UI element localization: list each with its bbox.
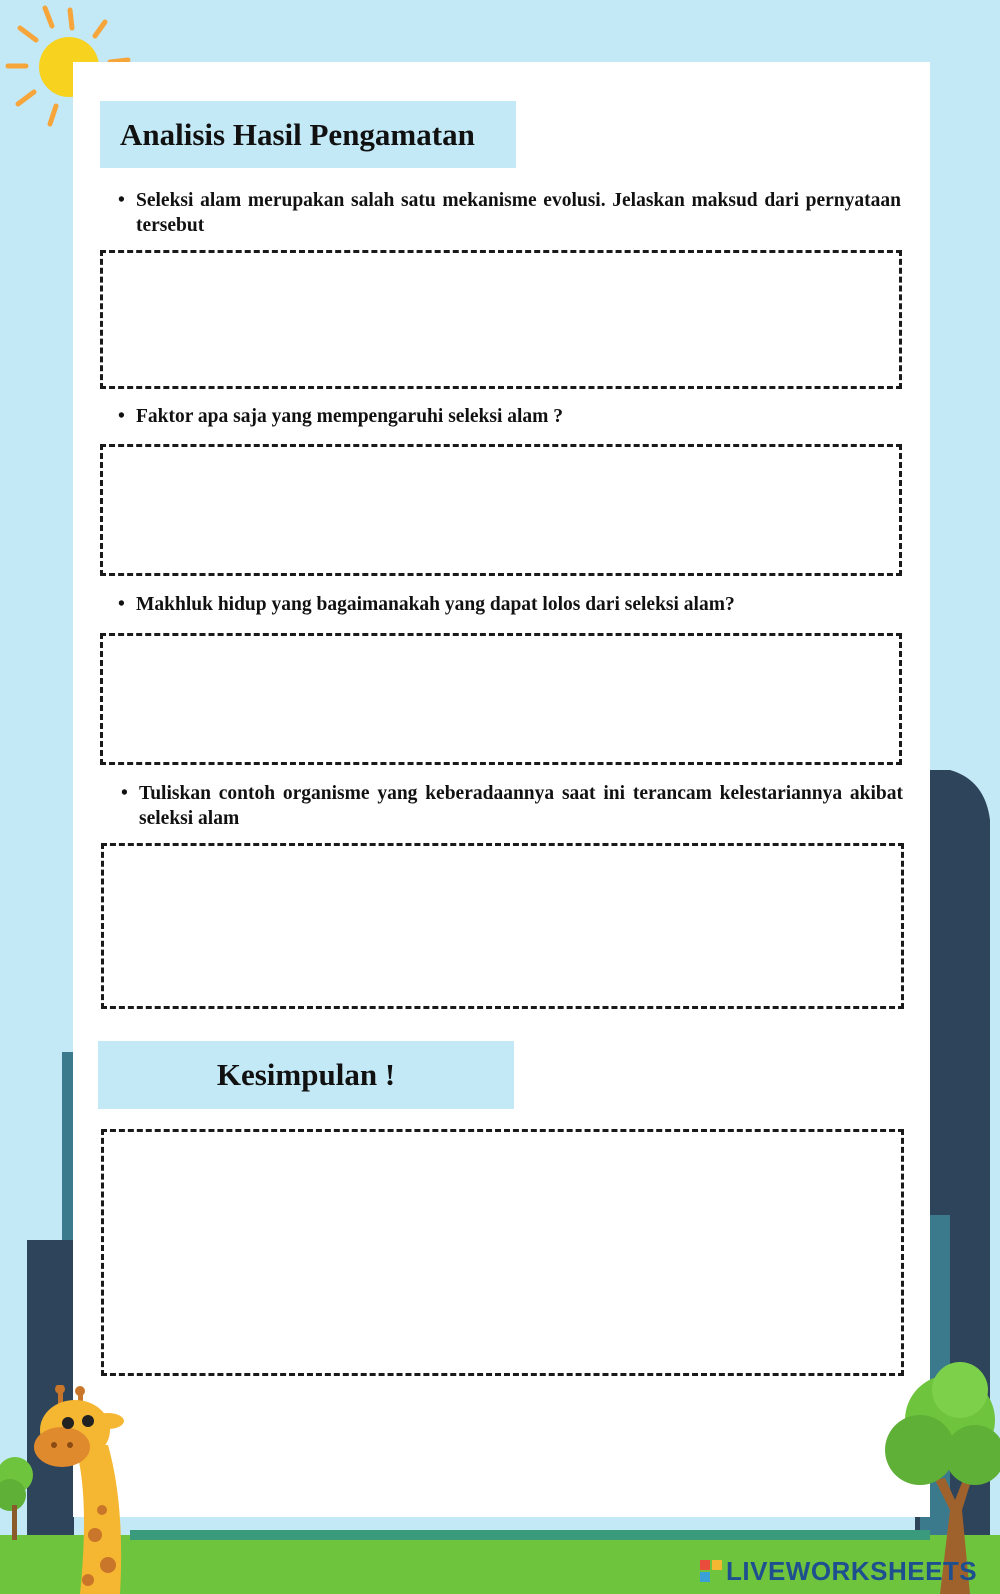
logo-text: LIVEWORKSHEETS (726, 1555, 978, 1586)
bullet-icon: • (118, 190, 125, 211)
question-2 (118, 404, 901, 429)
logo-mark-icon (700, 1560, 722, 1582)
analysis-title-box (100, 101, 516, 168)
conclusion-title-box (98, 1041, 514, 1109)
answer-box-2[interactable] (100, 444, 902, 576)
answer-box-1[interactable] (100, 250, 902, 389)
question-3-text: Makhluk hidup yang bagaimanakah yang dapat lolos dari seleksi alam? (136, 594, 735, 615)
bullet-icon: • (118, 406, 125, 427)
question-1 (118, 188, 901, 238)
question-4 (121, 781, 903, 831)
conclusion-title: Kesimpulan ! (216, 1057, 396, 1092)
answer-box-3[interactable] (100, 633, 902, 765)
answer-box-4[interactable] (101, 843, 904, 1009)
analysis-title: Analisis Hasil Pengamatan (120, 116, 475, 152)
question-2-text: Faktor apa saja yang mempengaruhi seleksi alam ? (136, 406, 564, 427)
bush-icon (0, 1450, 40, 1540)
question-3 (118, 592, 901, 617)
liveworksheets-logo (700, 1556, 977, 1586)
conclusion-answer-box[interactable] (101, 1129, 904, 1376)
question-1-text: Seleksi alam merupakan salah satu mekanisme evolusi. Jelaskan maksud dari pernyataan tersebut (136, 190, 901, 236)
bullet-icon: • (118, 594, 125, 615)
bullet-icon: • (121, 783, 128, 804)
question-4-text: Tuliskan contoh organisme yang keberadaannya saat ini terancam kelestariannya akibat seleksi alam (139, 783, 903, 829)
